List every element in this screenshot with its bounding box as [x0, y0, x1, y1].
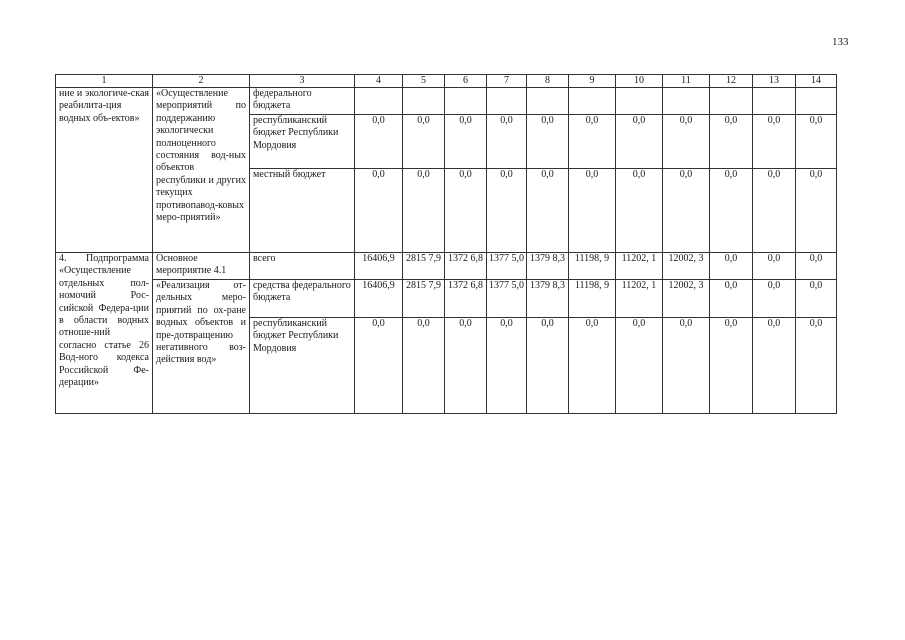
value-cell: 0,0 — [527, 169, 569, 253]
value-cell: 2815 7,9 — [403, 280, 445, 318]
value-cell: 12002, 3 — [663, 280, 710, 318]
value-cell: 0,0 — [710, 169, 753, 253]
value-cell — [796, 88, 837, 115]
value-cell: 0,0 — [616, 318, 663, 414]
budget-table — [55, 74, 837, 414]
value-cell: 0,0 — [796, 253, 837, 280]
value-cell — [355, 88, 403, 115]
header-cell: 5 — [403, 75, 445, 88]
funding-source-cell: всего — [250, 253, 355, 280]
value-cell: 0,0 — [710, 115, 753, 169]
value-cell: 0,0 — [403, 318, 445, 414]
header-cell: 7 — [487, 75, 527, 88]
value-cell: 0,0 — [445, 318, 487, 414]
value-cell: 11202, 1 — [616, 253, 663, 280]
value-cell — [616, 88, 663, 115]
value-cell: 0,0 — [569, 169, 616, 253]
program-name-cell: ние и экологиче-ская реабилита-ция водных объ-ектов» — [56, 88, 153, 253]
value-cell: 0,0 — [569, 115, 616, 169]
header-cell: 10 — [616, 75, 663, 88]
value-cell: 0,0 — [796, 169, 837, 253]
value-cell: 0,0 — [569, 318, 616, 414]
value-cell: 0,0 — [796, 280, 837, 318]
value-cell: 0,0 — [616, 115, 663, 169]
value-cell: 0,0 — [487, 169, 527, 253]
value-cell: 0,0 — [445, 169, 487, 253]
value-cell: 0,0 — [753, 253, 796, 280]
funding-source-cell: местный бюджет — [250, 169, 355, 253]
value-cell: 0,0 — [710, 280, 753, 318]
value-cell: 11202, 1 — [616, 280, 663, 318]
header-cell: 8 — [527, 75, 569, 88]
value-cell: 12002, 3 — [663, 253, 710, 280]
value-cell: 0,0 — [355, 115, 403, 169]
value-cell: 0,0 — [445, 115, 487, 169]
header-row — [56, 75, 837, 88]
value-cell: 0,0 — [796, 318, 837, 414]
table-row — [56, 88, 837, 115]
value-cell: 0,0 — [487, 115, 527, 169]
value-cell: 1379 8,3 — [527, 253, 569, 280]
value-cell: 16406,9 — [355, 280, 403, 318]
value-cell: 0,0 — [663, 115, 710, 169]
value-cell: 0,0 — [753, 318, 796, 414]
subprogram-name-cell: 4. Подпрограмма «Осуществление отдельных пол-номочий Рос-сийской Федера-ции в области водных отноше-ний согласно статье 26 Вод-ного кодекса Российской Фе-дерации» — [56, 253, 153, 414]
value-cell: 1372 6,8 — [445, 280, 487, 318]
value-cell: 0,0 — [527, 115, 569, 169]
header-cell: 2 — [153, 75, 250, 88]
header-cell: 6 — [445, 75, 487, 88]
table-row — [56, 253, 837, 280]
funding-source-cell: республиканский бюджет Республики Мордовия — [250, 115, 355, 169]
value-cell: 0,0 — [753, 169, 796, 253]
main-activity-cell: Основное мероприятие 4.1 — [153, 253, 250, 280]
value-cell: 0,0 — [355, 169, 403, 253]
value-cell: 0,0 — [403, 115, 445, 169]
value-cell: 0,0 — [663, 169, 710, 253]
funding-source-cell: республиканский бюджет Республики Мордовия — [250, 318, 355, 414]
header-cell: 13 — [753, 75, 796, 88]
value-cell: 11198, 9 — [569, 280, 616, 318]
value-cell — [487, 88, 527, 115]
funding-source-cell: средства федерального бюджета — [250, 280, 355, 318]
value-cell — [445, 88, 487, 115]
value-cell: 0,0 — [663, 318, 710, 414]
value-cell — [569, 88, 616, 115]
header-cell: 1 — [56, 75, 153, 88]
value-cell — [753, 88, 796, 115]
value-cell: 2815 7,9 — [403, 253, 445, 280]
value-cell: 1379 8,3 — [527, 280, 569, 318]
value-cell: 0,0 — [753, 280, 796, 318]
value-cell: 0,0 — [487, 318, 527, 414]
value-cell: 0,0 — [710, 318, 753, 414]
value-cell: 0,0 — [527, 318, 569, 414]
value-cell — [663, 88, 710, 115]
header-cell: 12 — [710, 75, 753, 88]
value-cell: 0,0 — [616, 169, 663, 253]
value-cell: 0,0 — [710, 253, 753, 280]
table-row — [56, 280, 837, 318]
header-cell: 11 — [663, 75, 710, 88]
value-cell: 0,0 — [403, 169, 445, 253]
value-cell: 1377 5,0 — [487, 253, 527, 280]
value-cell: 16406,9 — [355, 253, 403, 280]
header-cell: 3 — [250, 75, 355, 88]
value-cell: 11198, 9 — [569, 253, 616, 280]
value-cell — [403, 88, 445, 115]
header-cell: 4 — [355, 75, 403, 88]
activity-description-cell: «Реализация от-дельных меро-приятий по ох-ране водных объектов и пре-дотвращению негативного воз-действия вод» — [153, 280, 250, 414]
value-cell: 1372 6,8 — [445, 253, 487, 280]
header-cell: 14 — [796, 75, 837, 88]
page-number: 133 — [832, 36, 849, 48]
value-cell: 0,0 — [753, 115, 796, 169]
value-cell: 1377 5,0 — [487, 280, 527, 318]
value-cell: 0,0 — [355, 318, 403, 414]
activity-name-cell: «Осуществление мероприятий по поддержанию экологически полноценного состояния вод-ных объектов республики и других текущих противопавод-ковых меро-приятий» — [153, 88, 250, 253]
header-cell: 9 — [569, 75, 616, 88]
value-cell — [710, 88, 753, 115]
funding-source-cell: федерального бюджета — [250, 88, 355, 115]
value-cell: 0,0 — [796, 115, 837, 169]
value-cell — [527, 88, 569, 115]
